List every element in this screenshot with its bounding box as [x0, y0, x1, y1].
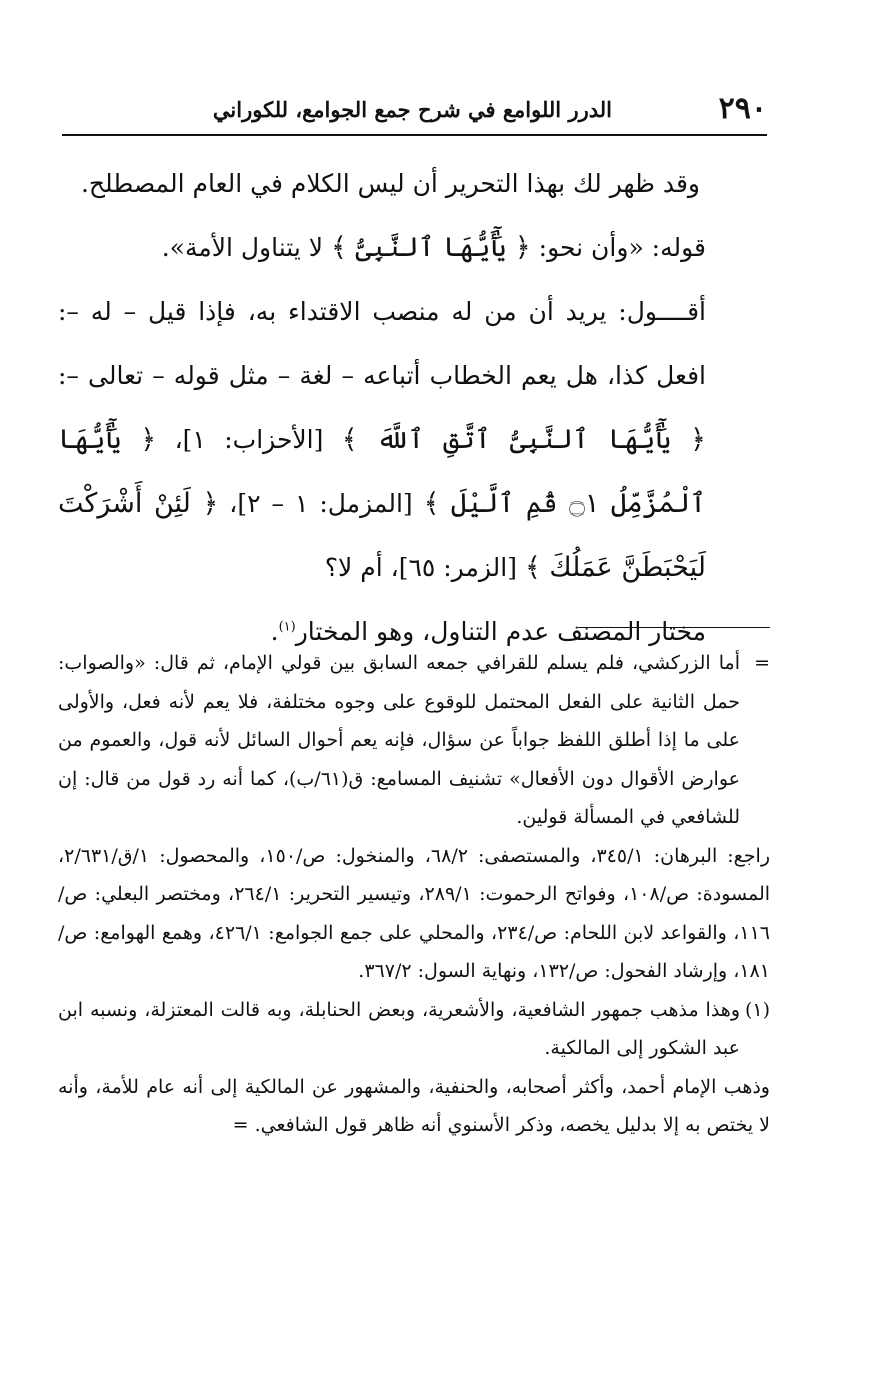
verse-reference: [الزمر: ٦٥]، أم لا؟ — [324, 553, 525, 582]
footnote-1-continued — [58, 1068, 770, 1145]
footnotes — [58, 644, 770, 1145]
verse-reference: [الأحزاب: ١]، — [156, 425, 342, 454]
quran-verse: ﴿ يَٰٓأَيُّهَا ٱلنَّبِىُّ ٱتَّقِ ٱللَّهَ ﴾ — [341, 424, 706, 455]
commentary-text: أقــــول: يريد أن من له منصب الاقتداء به، فإذا قيل – له –: افعل كذا، هل يعم الخطاب أتباعه – لغة – مثل قوله – تعالى –: — [58, 297, 706, 390]
footnote-1-marker: (١) — [744, 998, 770, 1021]
footnote-continuation-text: أما الزركشي، فلم يسلم للقرافي جمعه السابق بين قولي الإمام، ثم قال: «والصواب: حمل الثانية على الفعل المحتمل للوقوع على وجوه مختلفة، فلا يعم لأنه فعل، والأولى على ما إذا أطلق اللفظ جواباً عن سؤال، فإنه يعم أحوال السائل لأنه قول، والعموم من عوارض الأقوال دون الأفعال» تشنيف المسامع: ق(٦١/ب)، كما أنه رد قول من قال: إن للشافعي في المسألة قولين. — [58, 652, 740, 828]
footnote-1 — [58, 991, 770, 1068]
verse-reference: [المزمل: ١ – ٢]، — [218, 489, 424, 518]
page-number: ٢٩٠ — [718, 91, 767, 126]
main-paragraph-1: وقد ظهر لك بهذا التحرير أن ليس الكلام في العام المصطلح. — [80, 169, 700, 198]
quote-rest: لا يتناول الأمة». — [161, 233, 331, 262]
main-paragraph-2 — [58, 216, 770, 280]
footnote-reference-1: (١) — [278, 619, 296, 635]
book-title: الدرر اللوامع في شرح جمع الجوامع، للكوراني — [212, 97, 612, 122]
header-rule — [62, 134, 767, 136]
footnote-1-text-2: وذهب الإمام أحمد، وأكثر أصحابه، والحنفية، والمشهور عن المالكية إلى أنه عام للأمة، وأنه لا يختص به إلا بدليل يخصه، وذكر الأسنوي أنه ظاهر قول الشافعي. — [58, 1075, 770, 1136]
footnote-1-text: وهذا مذهب جمهور الشافعية، والأشعرية، وبعض الحنابلة، وبه قالت المعتزلة، ونسبه ابن عبد الشكور إلى المالكية. — [58, 998, 740, 1059]
main-text — [58, 152, 770, 664]
quran-verse: ﴿ يَٰٓأَيُّهَا ٱلْمُزَّمِّلُ ۝١ قُمِ ٱلَّيْلَ ﴾ — [58, 424, 706, 519]
quote-intro: قوله: «وأن نحو: — [530, 233, 706, 262]
quran-verse: ﴿ لَئِنْ أَشْرَكْتَ لَيَحْبَطَنَّ عَمَلُكَ ﴾ — [58, 488, 706, 583]
main-paragraph-3 — [58, 280, 770, 600]
footnote-separator — [578, 627, 770, 628]
conclusion-text: مختار المصنف عدم التناول، وهو المختار — [295, 617, 706, 646]
footnote-references: راجع: البرهان: ٣٤٥/١، والمستصفى: ٦٨/٢، والمنخول: ص/١٥٠، والمحصول: ١/ق/٢/٦٣١، المسودة: ص/١٠٨، وفواتح الرحموت: ٢٨٩/١، وتيسير التحرير: ٢٦٤/١، ومختصر البعلي: ص/١١٦، والقواعد لابن اللحام: ص/٢٣٤، والمحلي على جمع الجوامع: ٤٢٦/١، وهمع الهوامع: ص/١٨١، وإرشاد الفحول: ص/١٣٢، ونهاية السول: ٣٦٧/٢. — [58, 844, 771, 982]
footnote-continuation — [58, 644, 770, 837]
quran-verse: ﴿ يَٰٓأَيُّهَا ٱلنَّبِىُّ ﴾ — [330, 232, 531, 263]
running-header — [62, 92, 767, 126]
continuation-symbol: = — [754, 652, 770, 674]
conclusion-end: . — [270, 617, 279, 646]
continuation-symbol: = — [232, 1114, 249, 1136]
